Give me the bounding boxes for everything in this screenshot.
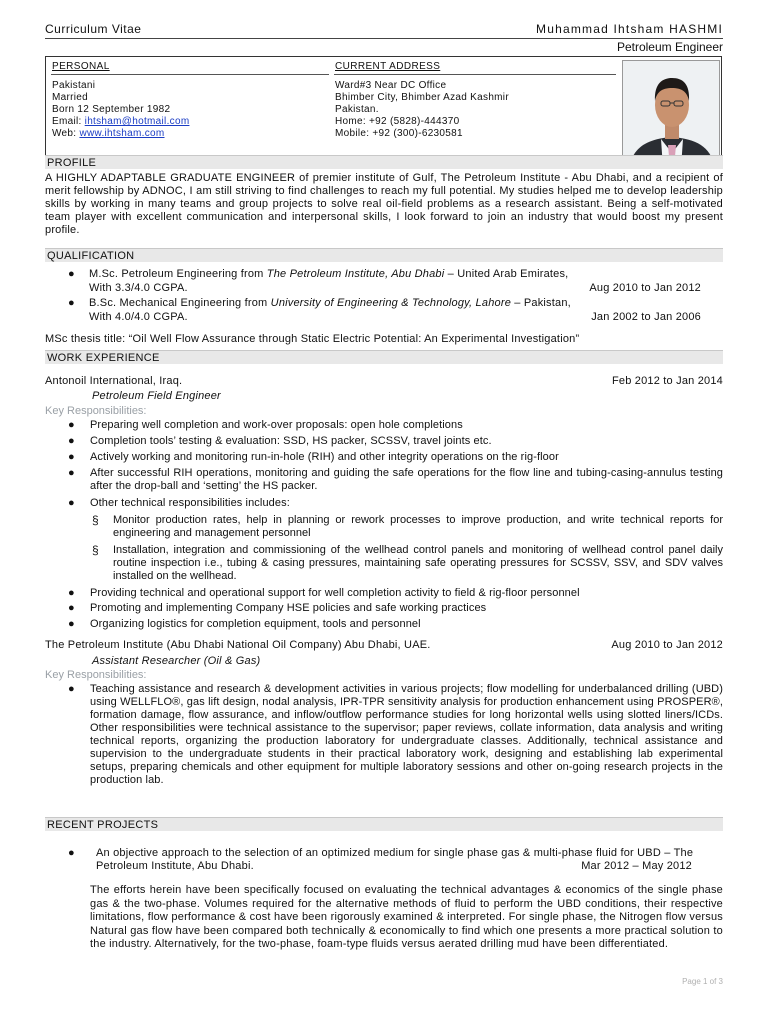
address-line-1: Ward#3 Near DC Office bbox=[335, 80, 447, 91]
job1-item: Actively working and monitoring run-in-hole (RIH) and other integrity operations on the rig-floor bbox=[90, 451, 559, 463]
bsc-dates: Jan 2002 to Jan 2006 bbox=[591, 311, 701, 323]
bullet-icon: ● bbox=[68, 451, 75, 463]
job1-item: Preparing well completion and work-over proposals: open hole completions bbox=[90, 419, 463, 431]
job1-item: Other technical responsibilities includes: bbox=[90, 497, 290, 509]
job1-item: Promoting and implementing Company HSE policies and safe working practices bbox=[90, 602, 487, 614]
job2-item: Teaching assistance and research & development activities in various projects; flow modelling for underbalanced drilling (UBD) using WELLFLO®, gas lift design, nodal analysis, IPR-TPR sensitivity analysis for production enhancement using PROSPER®, formation damage, flow assurance, and inflow/outflow performance studies for long horizontal wells using slotted liners/ICDs. Other responsibilities were technical assistance to the supervisor; paper reviews, collate information, data analysis and writing technical reports, organizing the production laboratory for undergraduate classes. Additionally, technical assistance and supervision to the undergraduate students in their practical laboratory work, designing and establishing lab experimental setups, preparing chemicals and other equipment for multiple laboratory sessions and other on-going research projects in the production lab. bbox=[90, 683, 723, 786]
job1-item: Providing technical and operational support for well completion activity to field & rig-floor personnel bbox=[90, 587, 580, 599]
job1-company: Antonoil International, Iraq. bbox=[45, 375, 183, 387]
nationality: Pakistani bbox=[52, 80, 96, 91]
msc-place: – United Arab Emirates, bbox=[444, 268, 569, 280]
qualification-section-header: QUALIFICATION bbox=[45, 248, 723, 262]
bullet-icon: ● bbox=[68, 467, 75, 479]
address-line-3: Pakistan. bbox=[335, 104, 379, 115]
address-heading: CURRENT ADDRESS bbox=[335, 61, 441, 72]
job1-item: Completion tools’ testing & evaluation: SSD, HS packer, SCSSV, travel joints etc. bbox=[90, 435, 492, 447]
bsc-institution: University of Engineering & Technology, Lahore bbox=[270, 297, 512, 309]
address-heading-rule bbox=[334, 74, 616, 75]
project-title: An objective approach to the selection of an optimized medium for single phase gas & multi-phase fluid for UBD – The Petroleum Institute, Abu Dhabi. bbox=[96, 847, 694, 872]
bsc-degree-name: B.Sc. Mechanical Engineering from bbox=[89, 297, 271, 309]
profile-photo bbox=[622, 60, 720, 167]
section-sign-icon: § bbox=[92, 513, 99, 527]
job2-title: Assistant Researcher (Oil & Gas) bbox=[92, 655, 261, 667]
email-label: Email: bbox=[52, 116, 85, 127]
header-rule bbox=[45, 38, 723, 39]
web-line bbox=[52, 128, 189, 140]
job2-dates: Aug 2010 to Jan 2012 bbox=[611, 639, 723, 651]
personal-heading: PERSONAL bbox=[52, 61, 110, 72]
job1-item: Organizing logistics for completion equipment, tools and personnel bbox=[90, 618, 421, 630]
candidate-role: Petroleum Engineer bbox=[616, 40, 723, 54]
section-sign-icon: § bbox=[92, 543, 99, 557]
bullet-icon: ● bbox=[68, 419, 75, 431]
address-details bbox=[335, 80, 509, 140]
bullet-icon: ● bbox=[68, 587, 75, 599]
web-label: Web: bbox=[52, 128, 80, 139]
bullet-icon: ● bbox=[68, 297, 75, 309]
job1-dates: Feb 2012 to Jan 2014 bbox=[611, 375, 723, 387]
document-title: Curriculum Vitae bbox=[45, 22, 142, 36]
profile-text: A HIGHLY ADAPTABLE GRADUATE ENGINEER of premier institute of Gulf, The Petroleum Institute - Abu Dhabi, and a recipient of merit fellowship by ADNOC, I am still striving to find challenges to reach my full potential. My studies helped me to develop leadership skills by working in many teams and group projects to solve real oil-field problems as a research assistant. Being a self-motivated team player with excellent communication and interpersonal skills, I look forward to join an industry that would boost my present profile. bbox=[45, 172, 723, 236]
bullet-icon: ● bbox=[68, 683, 75, 695]
bsc-degree bbox=[89, 297, 571, 309]
project-dates: Mar 2012 – May 2012 bbox=[581, 860, 692, 872]
personal-heading-rule bbox=[51, 74, 329, 75]
project-description: The efforts herein have been specifically focused on evaluating the technical advantages & economics of the single phase gas & the two-phase. Volumes required for the alternative methods of fluid to perform the UBD conditions, their respective limitations, flow performance & cost have been rigorously examined & interpreted. For single phase, the Nitrogen flow versus Natural gas flow have been compared both technically & economically to find which one presents a more practical solution to the industry. Alternatively, for the two-phase, foam-type fluids versus aerated drilling mud have been differentiated. bbox=[90, 884, 723, 950]
personal-details bbox=[52, 80, 189, 140]
job2-company: The Petroleum Institute (Abu Dhabi National Oil Company) Abu Dhabi, UAE. bbox=[45, 639, 431, 651]
thesis-title: MSc thesis title: “Oil Well Flow Assurance through Static Electric Potential: An Experimental Investigation” bbox=[45, 333, 580, 345]
work-experience-section-header: WORK EXPERIENCE bbox=[45, 350, 723, 364]
mobile-phone: Mobile: +92 (300)-6230581 bbox=[335, 128, 463, 139]
profile-section-header: PROFILE bbox=[45, 155, 723, 169]
projects-section-header: RECENT PROJECTS bbox=[45, 817, 723, 831]
msc-degree-name: M.Sc. Petroleum Engineering from bbox=[89, 268, 267, 280]
msc-dates: Aug 2010 to Jan 2012 bbox=[589, 282, 701, 294]
job1-title: Petroleum Field Engineer bbox=[92, 390, 221, 402]
home-phone: Home: +92 (5828)-444370 bbox=[335, 116, 460, 127]
job1-sub-item: Monitor production rates, help in planning or rework processes to improve production, and write technical reports for engineering and management personnel bbox=[113, 514, 723, 539]
birth-date: Born 12 September 1982 bbox=[52, 104, 171, 115]
page-number: Page 1 of 3 bbox=[682, 977, 723, 986]
bsc-grade: With 4.0/4.0 CGPA. bbox=[89, 311, 188, 323]
job1-item: After successful RIH operations, monitoring and guiding the safe operations for the flow line and tubing-casing-annulus testing after the drop-ball and ‘setting’ the HS packer. bbox=[90, 467, 723, 492]
bullet-icon: ● bbox=[68, 847, 75, 859]
portrait-image bbox=[623, 61, 720, 167]
bullet-icon: ● bbox=[68, 497, 75, 509]
bullet-icon: ● bbox=[68, 602, 75, 614]
web-link[interactable]: www.ihtsham.com bbox=[79, 128, 165, 139]
msc-institution: The Petroleum Institute, Abu Dhabi bbox=[266, 268, 445, 280]
job2-key-label: Key Responsibilities: bbox=[45, 669, 147, 681]
bullet-icon: ● bbox=[68, 268, 75, 280]
job1-sub-item: Installation, integration and commissioning of the wellhead control panels and monitoring of wellhead control panel daily routine inspection i.e., tubing & casing pressures, maintaining safe operating pressures for SCSSV, SSV, and SDV valves installed on the wellhead. bbox=[113, 544, 723, 582]
bullet-icon: ● bbox=[68, 618, 75, 630]
candidate-name: Muhammad Ihtsham HASHMI bbox=[536, 22, 723, 36]
bullet-icon: ● bbox=[68, 435, 75, 447]
job1-key-label: Key Responsibilities: bbox=[45, 405, 147, 417]
email-line bbox=[52, 116, 189, 128]
marital-status: Married bbox=[52, 92, 88, 103]
bsc-place: – Pakistan, bbox=[511, 297, 571, 309]
msc-degree bbox=[89, 268, 568, 280]
address-line-2: Bhimber City, Bhimber Azad Kashmir bbox=[335, 92, 509, 103]
msc-grade: With 3.3/4.0 CGPA. bbox=[89, 282, 188, 294]
email-link[interactable]: ihtsham@hotmail.com bbox=[84, 116, 190, 127]
